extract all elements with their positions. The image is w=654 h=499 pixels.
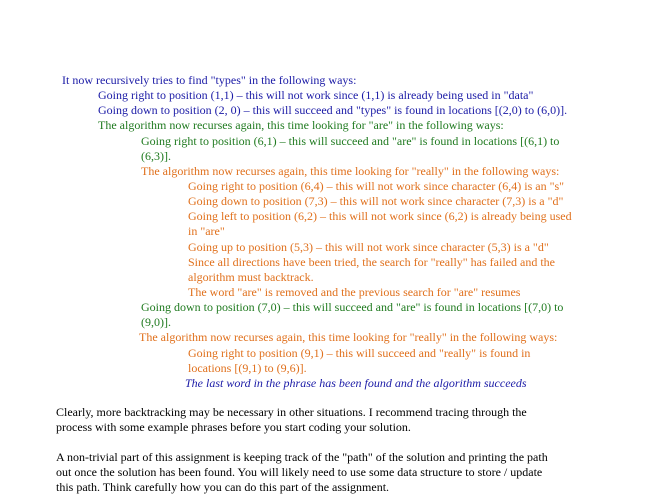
step-down-7-0-cont: (9,0)]. <box>141 315 171 329</box>
paragraph-backtracking-line-1: Clearly, more backtracking may be necessary in other situations. I recommend tracing through the <box>56 405 527 419</box>
backtrack-line-1: Since all directions have been tried, the search for "really" has failed and the <box>188 255 555 269</box>
step-up-5-3: Going up to position (5,3) – this will not work since character (5,3) is a "d" <box>188 240 549 254</box>
paragraph-backtracking-line-2: process with some example phrases before you start coding your solution. <box>56 420 411 434</box>
step-right-6-1: Going right to position (6,1) – this will succeed and "are" is found in locations [(6,1) to <box>141 134 560 148</box>
step-down-7-0: Going down to position (7,0) – this will succeed and "are" is found in locations [(7,0) to <box>141 300 564 314</box>
intro-line: It now recursively tries to find "types" in the following ways: <box>62 73 357 87</box>
success-line: The last word in the phrase has been found and the algorithm succeeds <box>185 376 527 390</box>
step-left-6-2: Going left to position (6,2) – this will not work since (6,2) is already being used <box>188 209 572 223</box>
recurse-really-line-2: The algorithm now recurses again, this time looking for "really" in the following ways: <box>139 330 558 344</box>
paragraph-path-line-1: A non-trivial part of this assignment is keeping track of the "path" of the solution and printing the path <box>56 450 548 464</box>
are-removed-line: The word "are" is removed and the previous search for "are" resumes <box>188 285 521 299</box>
step-right-9-1: Going right to position (9,1) – this will succeed and "really" is found in <box>188 346 531 360</box>
step-right-1-1: Going right to position (1,1) – this will not work since (1,1) is already being used in "data" <box>98 88 534 102</box>
recurse-are-line: The algorithm now recurses again, this time looking for "are" in the following ways: <box>98 118 504 132</box>
backtrack-line-2: algorithm must backtrack. <box>188 270 314 284</box>
step-right-9-1-cont: locations [(9,1) to (9,6)]. <box>188 361 307 375</box>
step-down-7-3: Going down to position (7,3) – this will not work since character (7,3) is a "d" <box>188 194 564 208</box>
step-right-6-1-cont: (6,3)]. <box>141 149 171 163</box>
recurse-really-line-1: The algorithm now recurses again, this time looking for "really" in the following ways: <box>141 164 560 178</box>
step-left-6-2-cont: in "are" <box>188 224 225 238</box>
step-down-2-0: Going down to position (2, 0) – this will succeed and "types" is found in locations [(2,0) to (6,0)]. <box>98 103 568 117</box>
paragraph-path-line-2: out once the solution has been found. You will likely need to use some data structure to store / update <box>56 465 543 479</box>
paragraph-path-line-3: this path. Think carefully how you can do this part of the assignment. <box>56 480 390 494</box>
step-right-6-4: Going right to position (6,4) – this will not work since character (6,4) is an "s" <box>188 179 565 193</box>
